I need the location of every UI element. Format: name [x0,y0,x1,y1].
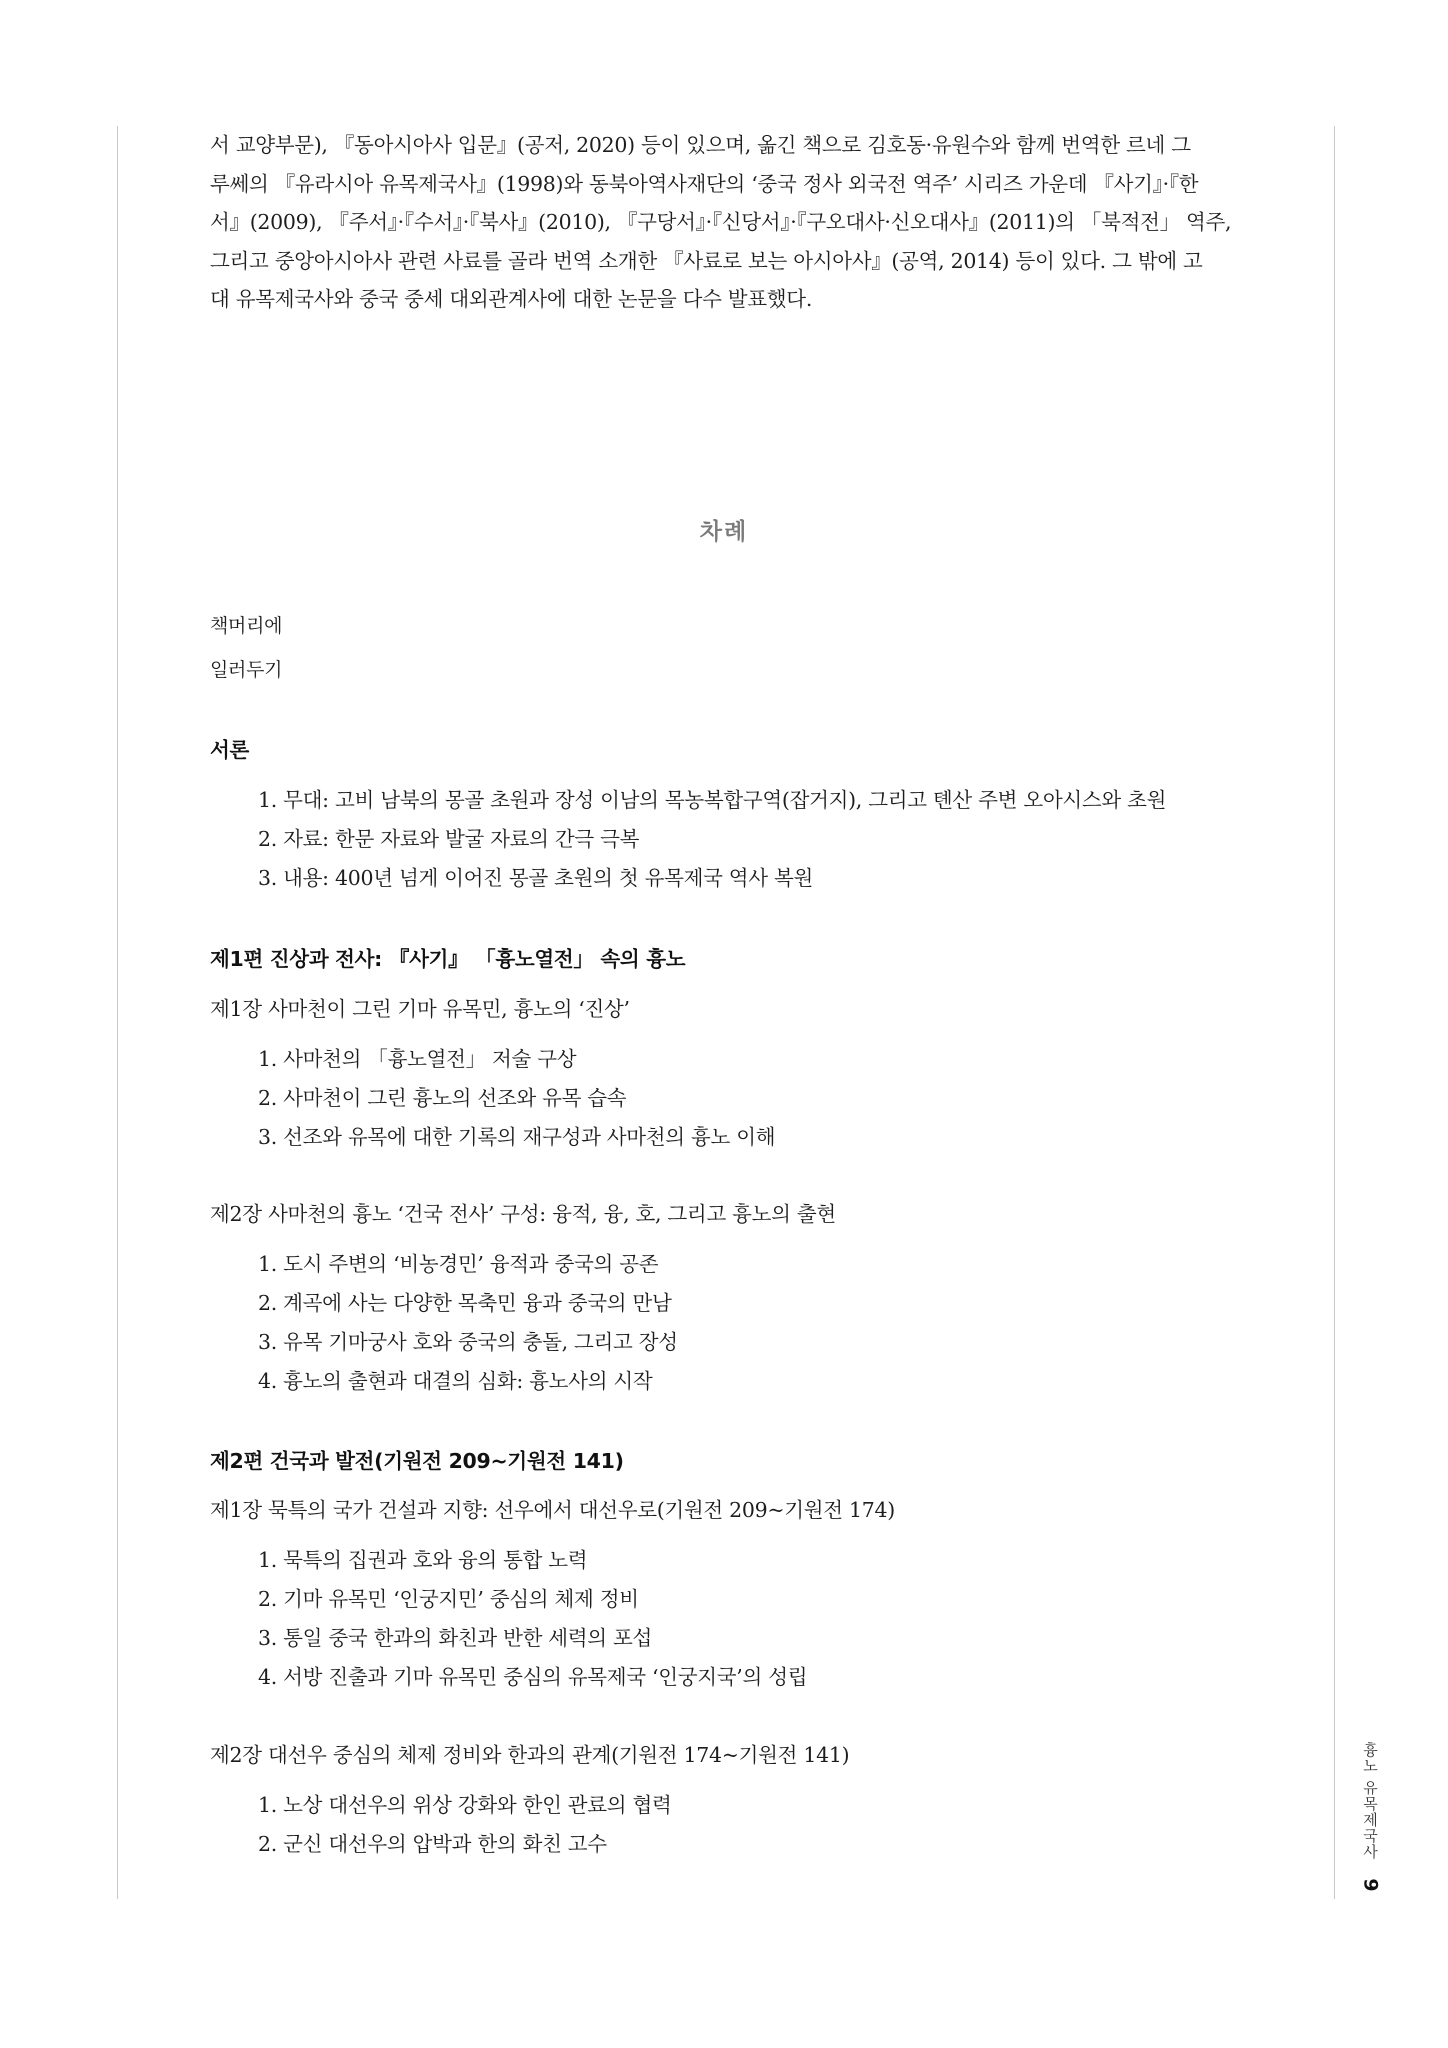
toc-item: 4. 서방 진출과 기마 유목민 중심의 유목제국 ‘인궁지국’의 성립 [258,1665,808,1689]
running-title: 흉노 유목제국사 [1361,1742,1379,1860]
bio-line: 대 유목제국사와 중국 중세 대외관계사에 대한 논문을 다수 발표했다. [210,287,813,311]
bio-line: 루쎄의 『유라시아 유목제국사』(1998)와 동북아역사재단의 ‘중국 정사 외국전 역주’ 시리즈 가운데 『사기』·『한 [210,171,1199,196]
toc-item: 1. 도시 주변의 ‘비농경민’ 융적과 중국의 공존 [258,1252,659,1276]
toc-chapter: 제2장 사마천의 흉노 ‘건국 전사’ 구성: 융적, 융, 호, 그리고 흉노의 출현 [210,1202,836,1226]
author-bio [210,126,1250,319]
toc-chapter: 제1장 묵특의 국가 건설과 지향: 선우에서 대선우로(기원전 209~기원전 174) [210,1498,895,1522]
bio-line: 서』(2009), 『주서』·『수서』·『북사』(2010), 『구당서』·『신당서』·『구오대사·신오대사』(2011)의 「북적전」 역주, [210,210,1232,234]
toc-item: 4. 흉노의 출현과 대결의 심화: 흉노사의 시작 [258,1369,653,1393]
toc-heading-intro: 서론 [210,738,250,762]
toc-title: 차례 [699,519,749,545]
toc-item: 3. 선조와 유목에 대한 기록의 재구성과 사마천의 흉노 이해 [258,1125,776,1149]
toc-item: 3. 통일 중국 한과의 화친과 반한 세력의 포섭 [258,1626,653,1650]
toc-item: 2. 기마 유목민 ‘인궁지민’ 중심의 체제 정비 [258,1587,639,1611]
side-running-header [1360,1742,1388,1902]
toc-item: 1. 무대: 고비 남북의 몽골 초원과 장성 이남의 목농복합구역(잡거지), 그리고 톈산 주변 오아시스와 초원 [258,788,1167,812]
left-margin-rule [117,126,118,1899]
toc-item: 2. 계곡에 사는 다양한 목축민 융과 중국의 만남 [258,1291,672,1315]
toc-item: 2. 사마천이 그린 흉노의 선조와 유목 습속 [258,1086,627,1110]
toc-item: 3. 내용: 400년 넘게 이어진 몽골 초원의 첫 유목제국 역사 복원 [258,866,814,890]
page-number: 9 [1359,1878,1382,1892]
toc-item: 1. 묵특의 집권과 호와 융의 통합 노력 [258,1548,588,1572]
toc-heading-part2: 제2편 건국과 발전(기원전 209~기원전 141) [210,1449,624,1473]
bio-line: 그리고 중앙아시아사 관련 사료를 골라 번역 소개한 『사료로 보는 아시아사』(공역, 2014) 등이 있다. 그 밖에 고 [210,248,1203,273]
toc-item: 2. 자료: 한문 자료와 발굴 자료의 간극 극복 [258,827,640,851]
toc-item: 1. 사마천의 「흉노열전」 저술 구상 [258,1047,577,1071]
bio-line: 서 교양부문), 『동아시아사 입문』(공저, 2020) 등이 있으며, 옮긴 책으로 김호동·유원수와 함께 번역한 르네 그 [210,133,1191,157]
toc-entry-preface: 책머리에 [210,615,283,637]
toc-heading-part1: 제1편 진상과 전사: 『사기』 「흉노열전」 속의 흉노 [210,947,686,971]
toc-item: 1. 노상 대선우의 위상 강화와 한인 관료의 협력 [258,1793,672,1817]
toc-chapter: 제2장 대선우 중심의 체제 정비와 한과의 관계(기원전 174~기원전 141) [210,1743,850,1767]
toc-entry-notes: 일러두기 [210,659,283,681]
toc-item: 2. 군신 대선우의 압박과 한의 화친 고수 [258,1832,607,1856]
toc-chapter: 제1장 사마천이 그린 기마 유목민, 흉노의 ‘진상’ [210,997,630,1021]
right-margin-rule [1334,126,1335,1899]
toc-item: 3. 유목 기마궁사 호와 중국의 충돌, 그리고 장성 [258,1330,678,1354]
